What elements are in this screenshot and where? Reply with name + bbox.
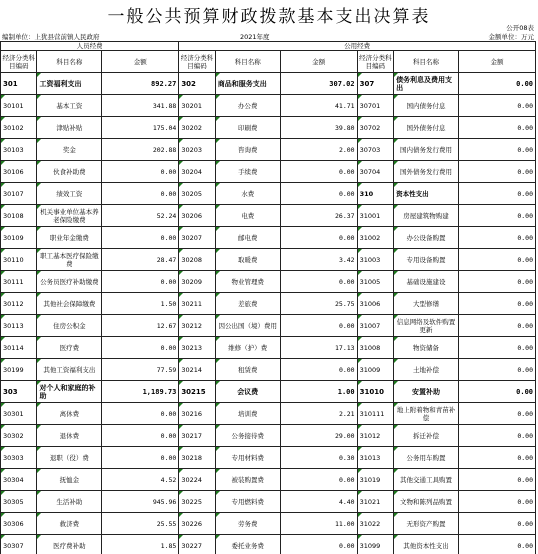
col-header-amount: 金额 <box>102 51 179 73</box>
cell-code: 30207 <box>179 227 215 249</box>
cell-subject: 基本工资 <box>37 95 102 117</box>
cell-amount: 945.96 <box>102 491 179 513</box>
cell-subject: 抚恤金 <box>37 469 102 491</box>
cell-subject: 物资储备 <box>394 337 459 359</box>
cell-amount: 39.80 <box>280 117 357 139</box>
cell-subject: 公务用车购置 <box>394 447 459 469</box>
cell-amount: 17.13 <box>280 337 357 359</box>
cell-subject: 咨询费 <box>215 139 280 161</box>
money-unit: 金额单位：万元 <box>488 33 534 41</box>
cell-amount: 0.00 <box>280 227 357 249</box>
cell-code: 31010 <box>357 381 393 403</box>
cell-code: 30114 <box>1 337 37 359</box>
cell-subject: 商品和服务支出 <box>215 73 280 95</box>
cell-amount: 4.40 <box>280 491 357 513</box>
group-header-personnel: 人员经费 <box>1 42 179 51</box>
cell-subject: 信息网络及软件购置更新 <box>394 315 459 337</box>
cell-amount: 0.00 <box>458 117 535 139</box>
cell-amount: 341.88 <box>102 95 179 117</box>
cell-code: 30202 <box>179 117 215 139</box>
col-header-amount: 金额 <box>458 51 535 73</box>
cell-code: 301 <box>1 73 37 95</box>
cell-amount: 0.00 <box>458 403 535 425</box>
table-row <box>1 535 536 554</box>
cell-code: 30306 <box>1 513 37 535</box>
cell-amount: 0.00 <box>102 447 179 469</box>
cell-code: 31021 <box>357 491 393 513</box>
cell-amount: 1.85 <box>102 535 179 554</box>
table-row <box>1 161 536 183</box>
cell-amount: 0.00 <box>458 535 535 554</box>
cell-subject: 办公费 <box>215 95 280 117</box>
cell-code: 30211 <box>179 293 215 315</box>
cell-amount: 0.00 <box>102 337 179 359</box>
cell-amount: 0.00 <box>458 227 535 249</box>
cell-code: 30102 <box>1 117 37 139</box>
cell-subject: 会议费 <box>215 381 280 403</box>
col-header-name: 科目名称 <box>215 51 280 73</box>
cell-code: 31005 <box>357 271 393 293</box>
cell-code: 303 <box>1 381 37 403</box>
cell-amount: 2.00 <box>280 139 357 161</box>
table-row <box>1 425 536 447</box>
cell-amount: 0.00 <box>280 315 357 337</box>
cell-subject: 国内债务发行费用 <box>394 139 459 161</box>
cell-amount: 1,189.73 <box>102 381 179 403</box>
col-header-code: 经济分类科目编码 <box>357 51 393 73</box>
col-header-code: 经济分类科目编码 <box>179 51 215 73</box>
cell-code: 30304 <box>1 469 37 491</box>
table-row <box>1 315 536 337</box>
cell-code: 302 <box>179 73 215 95</box>
table-body <box>1 73 536 554</box>
cell-subject: 物业管理费 <box>215 271 280 293</box>
cell-code: 31012 <box>357 425 393 447</box>
cell-amount: 0.00 <box>458 293 535 315</box>
cell-code: 30307 <box>1 535 37 554</box>
cell-subject: 委托业务费 <box>215 535 280 554</box>
cell-subject: 机关事业单位基本养老保险缴费 <box>37 205 102 227</box>
cell-amount: 29.00 <box>280 425 357 447</box>
cell-code: 31001 <box>357 205 393 227</box>
cell-subject: 资本性支出 <box>394 183 459 205</box>
cell-code: 31013 <box>357 447 393 469</box>
cell-subject: 住房公积金 <box>37 315 102 337</box>
cell-code: 30226 <box>179 513 215 535</box>
cell-subject: 其他工资福利支出 <box>37 359 102 381</box>
cell-code: 30110 <box>1 249 37 271</box>
cell-code: 30113 <box>1 315 37 337</box>
cell-amount: 52.24 <box>102 205 179 227</box>
cell-subject: 公务接待费 <box>215 425 280 447</box>
cell-subject: 医疗费补助 <box>37 535 102 554</box>
cell-subject: 房屋建筑物购建 <box>394 205 459 227</box>
cell-subject: 被装购置费 <box>215 469 280 491</box>
cell-subject: 债务利息及费用支出 <box>394 73 459 95</box>
cell-code: 31003 <box>357 249 393 271</box>
cell-amount: 25.75 <box>280 293 357 315</box>
cell-subject: 对个人和家庭的补助 <box>37 381 102 403</box>
cell-code: 30208 <box>179 249 215 271</box>
col-header-amount: 金额 <box>280 51 357 73</box>
cell-amount: 0.00 <box>458 95 535 117</box>
cell-subject: 安置补助 <box>394 381 459 403</box>
table-row <box>1 117 536 139</box>
cell-code: 31006 <box>357 293 393 315</box>
cell-subject: 无形资产购置 <box>394 513 459 535</box>
cell-amount: 0.00 <box>458 359 535 381</box>
cell-code: 31022 <box>357 513 393 535</box>
cell-subject: 地上附着物和青苗补偿 <box>394 403 459 425</box>
table-row <box>1 447 536 469</box>
table-row <box>1 73 536 95</box>
cell-amount: 0.00 <box>280 271 357 293</box>
cell-code: 30107 <box>1 183 37 205</box>
form-number: 公开08表 <box>506 24 534 32</box>
cell-subject: 退休费 <box>37 425 102 447</box>
reporting-unit: 编制单位：上犹县营前镇人民政府 <box>2 33 100 41</box>
cell-amount: 11.00 <box>280 513 357 535</box>
cell-amount: 0.00 <box>280 161 357 183</box>
cell-code: 30215 <box>179 381 215 403</box>
cell-code: 30205 <box>179 183 215 205</box>
cell-subject: 离休费 <box>37 403 102 425</box>
cell-subject: 职工基本医疗保险缴费 <box>37 249 102 271</box>
cell-code: 30218 <box>179 447 215 469</box>
fiscal-year: 2021年度 <box>240 33 270 41</box>
cell-amount: 0.00 <box>458 337 535 359</box>
cell-amount: 0.00 <box>102 271 179 293</box>
cell-code: 30704 <box>357 161 393 183</box>
cell-subject: 救济费 <box>37 513 102 535</box>
cell-amount: 0.00 <box>458 183 535 205</box>
cell-code: 30204 <box>179 161 215 183</box>
cell-code: 30224 <box>179 469 215 491</box>
cell-amount: 28.47 <box>102 249 179 271</box>
report-title: 一般公共预算财政拨款基本支出决算表 <box>107 7 431 27</box>
cell-subject: 专用设备购置 <box>394 249 459 271</box>
cell-subject: 医疗费 <box>37 337 102 359</box>
cell-amount: 0.00 <box>102 183 179 205</box>
cell-subject: 因公出国（境）费用 <box>215 315 280 337</box>
table-row <box>1 95 536 117</box>
cell-code: 30108 <box>1 205 37 227</box>
cell-subject: 专用材料费 <box>215 447 280 469</box>
cell-code: 31099 <box>357 535 393 554</box>
cell-subject: 邮电费 <box>215 227 280 249</box>
cell-code: 310 <box>357 183 393 205</box>
table-row <box>1 513 536 535</box>
cell-amount: 0.00 <box>458 249 535 271</box>
cell-code: 30203 <box>179 139 215 161</box>
cell-subject: 印刷费 <box>215 117 280 139</box>
cell-subject: 国外债务付息 <box>394 117 459 139</box>
cell-code: 30702 <box>357 117 393 139</box>
cell-code: 310111 <box>357 403 393 425</box>
cell-code: 30216 <box>179 403 215 425</box>
cell-amount: 3.42 <box>280 249 357 271</box>
cell-amount: 0.00 <box>458 491 535 513</box>
cell-amount: 0.00 <box>458 271 535 293</box>
cell-code: 30112 <box>1 293 37 315</box>
cell-subject: 文物和陈列品购置 <box>394 491 459 513</box>
table-row <box>1 337 536 359</box>
cell-subject: 拆迁补偿 <box>394 425 459 447</box>
cell-code: 30106 <box>1 161 37 183</box>
cell-code: 30109 <box>1 227 37 249</box>
cell-code: 30213 <box>179 337 215 359</box>
cell-code: 30301 <box>1 403 37 425</box>
group-header-public: 公用经费 <box>179 42 536 51</box>
cell-code: 30111 <box>1 271 37 293</box>
cell-code: 30201 <box>179 95 215 117</box>
col-header-code: 经济分类科目编码 <box>1 51 37 73</box>
cell-code: 30101 <box>1 95 37 117</box>
cell-subject: 专用燃料费 <box>215 491 280 513</box>
table-row <box>1 183 536 205</box>
cell-subject: 基础设施建设 <box>394 271 459 293</box>
cell-code: 30302 <box>1 425 37 447</box>
cell-subject: 生活补助 <box>37 491 102 513</box>
cell-subject: 奖金 <box>37 139 102 161</box>
report-meta <box>0 32 538 41</box>
cell-subject: 差旅费 <box>215 293 280 315</box>
cell-code: 31019 <box>357 469 393 491</box>
cell-amount: 0.00 <box>102 227 179 249</box>
cell-subject: 国外债务发行费用 <box>394 161 459 183</box>
cell-code: 30206 <box>179 205 215 227</box>
cell-amount: 26.37 <box>280 205 357 227</box>
cell-subject: 维修（护）费 <box>215 337 280 359</box>
cell-code: 30214 <box>179 359 215 381</box>
cell-subject: 土地补偿 <box>394 359 459 381</box>
cell-subject: 电费 <box>215 205 280 227</box>
cell-subject: 取暖费 <box>215 249 280 271</box>
cell-amount: 0.00 <box>458 513 535 535</box>
table-row <box>1 205 536 227</box>
cell-code: 30225 <box>179 491 215 513</box>
cell-amount: 175.04 <box>102 117 179 139</box>
cell-amount: 0.00 <box>458 469 535 491</box>
cell-subject: 工资福利支出 <box>37 73 102 95</box>
col-header-name: 科目名称 <box>394 51 459 73</box>
cell-amount: 0.00 <box>280 183 357 205</box>
cell-code: 30217 <box>179 425 215 447</box>
cell-subject: 培训费 <box>215 403 280 425</box>
cell-amount: 41.71 <box>280 95 357 117</box>
cell-amount: 202.88 <box>102 139 179 161</box>
cell-amount: 0.00 <box>458 447 535 469</box>
cell-amount: 0.00 <box>458 161 535 183</box>
cell-amount: 0.00 <box>280 469 357 491</box>
cell-code: 31009 <box>357 359 393 381</box>
cell-amount: 0.00 <box>280 535 357 554</box>
cell-amount: 0.30 <box>280 447 357 469</box>
cell-amount: 0.00 <box>458 73 535 95</box>
cell-code: 30227 <box>179 535 215 554</box>
cell-subject: 国内债务付息 <box>394 95 459 117</box>
col-header-name: 科目名称 <box>37 51 102 73</box>
cell-amount: 77.59 <box>102 359 179 381</box>
cell-amount: 4.52 <box>102 469 179 491</box>
cell-code: 31008 <box>357 337 393 359</box>
cell-code: 30212 <box>179 315 215 337</box>
cell-code: 30701 <box>357 95 393 117</box>
cell-subject: 办公设备购置 <box>394 227 459 249</box>
table-row <box>1 227 536 249</box>
cell-amount: 0.00 <box>458 315 535 337</box>
cell-amount: 0.00 <box>102 425 179 447</box>
cell-code: 307 <box>357 73 393 95</box>
cell-subject: 职业年金缴费 <box>37 227 102 249</box>
cell-subject: 退职（役）费 <box>37 447 102 469</box>
cell-subject: 劳务费 <box>215 513 280 535</box>
table-row <box>1 139 536 161</box>
column-header-row <box>1 51 536 73</box>
cell-amount: 0.00 <box>458 139 535 161</box>
cell-amount: 0.00 <box>458 205 535 227</box>
table-row <box>1 403 536 425</box>
cell-amount: 892.27 <box>102 73 179 95</box>
table-row <box>1 293 536 315</box>
cell-amount: 1.50 <box>102 293 179 315</box>
table-row <box>1 469 536 491</box>
cell-amount: 0.00 <box>280 359 357 381</box>
cell-amount: 307.02 <box>280 73 357 95</box>
expenditure-table <box>0 41 536 554</box>
cell-code: 30703 <box>357 139 393 161</box>
cell-subject: 水费 <box>215 183 280 205</box>
cell-subject: 其他交通工具购置 <box>394 469 459 491</box>
table-row <box>1 359 536 381</box>
cell-amount: 2.21 <box>280 403 357 425</box>
cell-code: 30305 <box>1 491 37 513</box>
cell-subject: 其他社会保障缴费 <box>37 293 102 315</box>
table-row <box>1 491 536 513</box>
cell-code: 30209 <box>179 271 215 293</box>
cell-amount: 0.00 <box>102 161 179 183</box>
cell-subject: 大型修缮 <box>394 293 459 315</box>
cell-subject: 绩效工资 <box>37 183 102 205</box>
cell-code: 30199 <box>1 359 37 381</box>
cell-subject: 其他资本性支出 <box>394 535 459 554</box>
cell-amount: 12.67 <box>102 315 179 337</box>
cell-subject: 手续费 <box>215 161 280 183</box>
cell-amount: 0.00 <box>458 381 535 403</box>
cell-amount: 0.00 <box>458 425 535 447</box>
cell-amount: 0.00 <box>102 403 179 425</box>
cell-code: 31007 <box>357 315 393 337</box>
table-row <box>1 381 536 403</box>
cell-code: 30103 <box>1 139 37 161</box>
cell-subject: 租赁费 <box>215 359 280 381</box>
table-row <box>1 271 536 293</box>
cell-code: 31002 <box>357 227 393 249</box>
cell-subject: 津贴补贴 <box>37 117 102 139</box>
cell-subject: 公务员医疗补助缴费 <box>37 271 102 293</box>
cell-amount: 25.55 <box>102 513 179 535</box>
cell-code: 30303 <box>1 447 37 469</box>
cell-amount: 1.00 <box>280 381 357 403</box>
table-row <box>1 249 536 271</box>
cell-subject: 伙食补助费 <box>37 161 102 183</box>
